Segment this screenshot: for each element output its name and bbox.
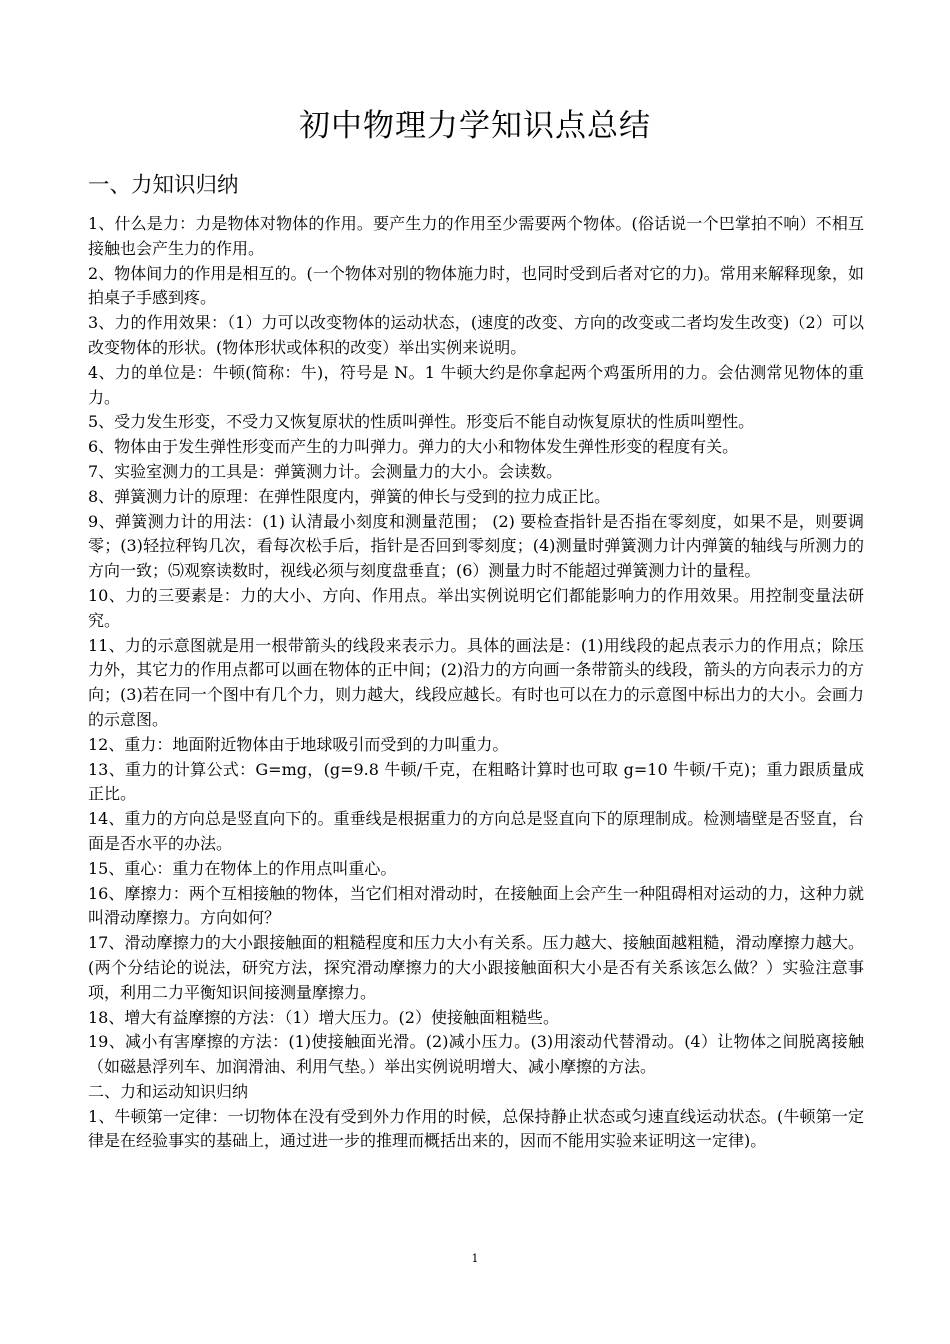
paragraph: 19、减小有害摩擦的方法：(1)使接触面光滑。(2)减小压力。(3)用滚动代替滑动。(4）让物体之间脱离接触（如磁悬浮列车、加润滑油、利用气垫。）举出实例说明增大、减小摩擦的方法。 xyxy=(88,1032,864,1077)
paragraph: 7、实验室测力的工具是：弹簧测力计。会测量力的大小。会读数。 xyxy=(88,461,563,481)
paragraph: 17、滑动摩擦力的大小跟接触面的粗糙程度和压力大小有关系。压力越大、接触面越粗糙，滑动摩擦力越大。(两个分结论的说法，研究方法，探究滑动摩擦力的大小跟接触面积大小是否有关系该怎么做？）实验注意事项，利用二力平衡知识间接测量摩擦力。 xyxy=(88,933,864,1002)
subsection-heading: 二、力和运动知识归纳 xyxy=(88,1081,249,1101)
paragraph: 11、力的示意图就是用一根带箭头的线段来表示力。具体的画法是：(1)用线段的起点表示力的作用点；除压力外，其它力的作用点都可以画在物体的正中间；(2)沿力的方向画一条带箭头的线段，箭头的方向表示力的方向；(3)若在同一个图中有几个力，则力越大，线段应越长。有时也可以在力的示意图中标出力的大小。会画力的示意图。 xyxy=(88,635,864,729)
paragraph: 12、重力：地面附近物体由于地球吸引而受到的力叫重力。 xyxy=(88,734,509,754)
paragraph: 8、弹簧测力计的原理：在弹性限度内，弹簧的伸长与受到的拉力成正比。 xyxy=(88,486,611,506)
paragraph: 6、物体由于发生弹性形变而产生的力叫弹力。弹力的大小和物体发生弹性形变的程度有关。 xyxy=(88,437,739,457)
paragraph: 1、什么是力：力是物体对物体的作用。要产生力的作用至少需要两个物体。(俗话说一个巴掌拍不响）不相互接触也会产生力的作用。 xyxy=(88,214,864,258)
paragraph: 4、力的单位是：牛顿(简称：牛)，符号是 N。1 牛顿大约是你拿起两个鸡蛋所用的力。会估测常见物体的重力。 xyxy=(88,362,864,407)
paragraph: 18、增大有益摩擦的方法：（1）增大压力。(2）使接触面粗糙些。 xyxy=(88,1007,559,1027)
paragraph: 2、物体间力的作用是相互的。(一个物体对别的物体施力时，也同时受到后者对它的力)。常用来解释现象，如拍桌子手感到疼。 xyxy=(88,263,864,308)
page-title: 初中物理力学知识点总结 xyxy=(299,108,651,144)
paragraph: 10、力的三要素是：力的大小、方向、作用点。举出实例说明它们都能影响力的作用效果。用控制变量法研究。 xyxy=(88,585,864,630)
paragraph: 16、摩擦力：两个互相接触的物体，当它们相对滑动时，在接触面上会产生一种阻碍相对运动的力，这种力就叫滑动摩擦力。方向如何？ xyxy=(88,883,864,928)
paragraph: 3、力的作用效果：（1）力可以改变物体的运动状态，(速度的改变、方向的改变或二者均发生改变)（2）可以改变物体的形状。(物体形状或体积的改变）举出实例来说明。 xyxy=(88,313,864,357)
paragraph: 9、弹簧测力计的用法：(1) 认清最小刻度和测量范围； (2) 要检查指针是否指在零刻度，如果不是，则要调零；(3)轻拉秤钩几次，看每次松手后，指针是否回到零刻度；(4)测量时弹簧测力计内弹簧的轴线与所测力的方向一致；⑸观察读数时，视线必须与刻度盘垂直；(6）测量力时不能超过弹簧测力计的量程。 xyxy=(88,511,864,581)
document-body xyxy=(88,212,864,1154)
paragraph: 15、重心：重力在物体上的作用点叫重心。 xyxy=(88,858,397,878)
page-number: 1 xyxy=(471,1252,479,1265)
paragraph: 5、受力发生形变，不受力又恢复原状的性质叫弹性。形变后不能自动恢复原状的性质叫塑性。 xyxy=(88,412,755,432)
paragraph: 1、牛顿第一定律：一切物体在没有受到外力作用的时候，总保持静止状态或匀速直线运动状态。(牛顿第一定律是在经验事实的基础上，通过进一步的推理而概括出来的，因而不能用实验来证明这一定律)。 xyxy=(88,1106,864,1151)
section-heading: 一、力知识归纳 xyxy=(88,173,239,198)
paragraph: 13、重力的计算公式：G=mg，(g=9.8 牛顿/千克，在粗略计算时也可取 g=10 牛顿/千克)；重力跟质量成正比。 xyxy=(88,759,864,804)
paragraph: 14、重力的方向总是竖直向下的。重垂线是根据重力的方向总是竖直向下的原理制成。检测墙壁是否竖直，台面是否水平的办法。 xyxy=(88,809,864,853)
